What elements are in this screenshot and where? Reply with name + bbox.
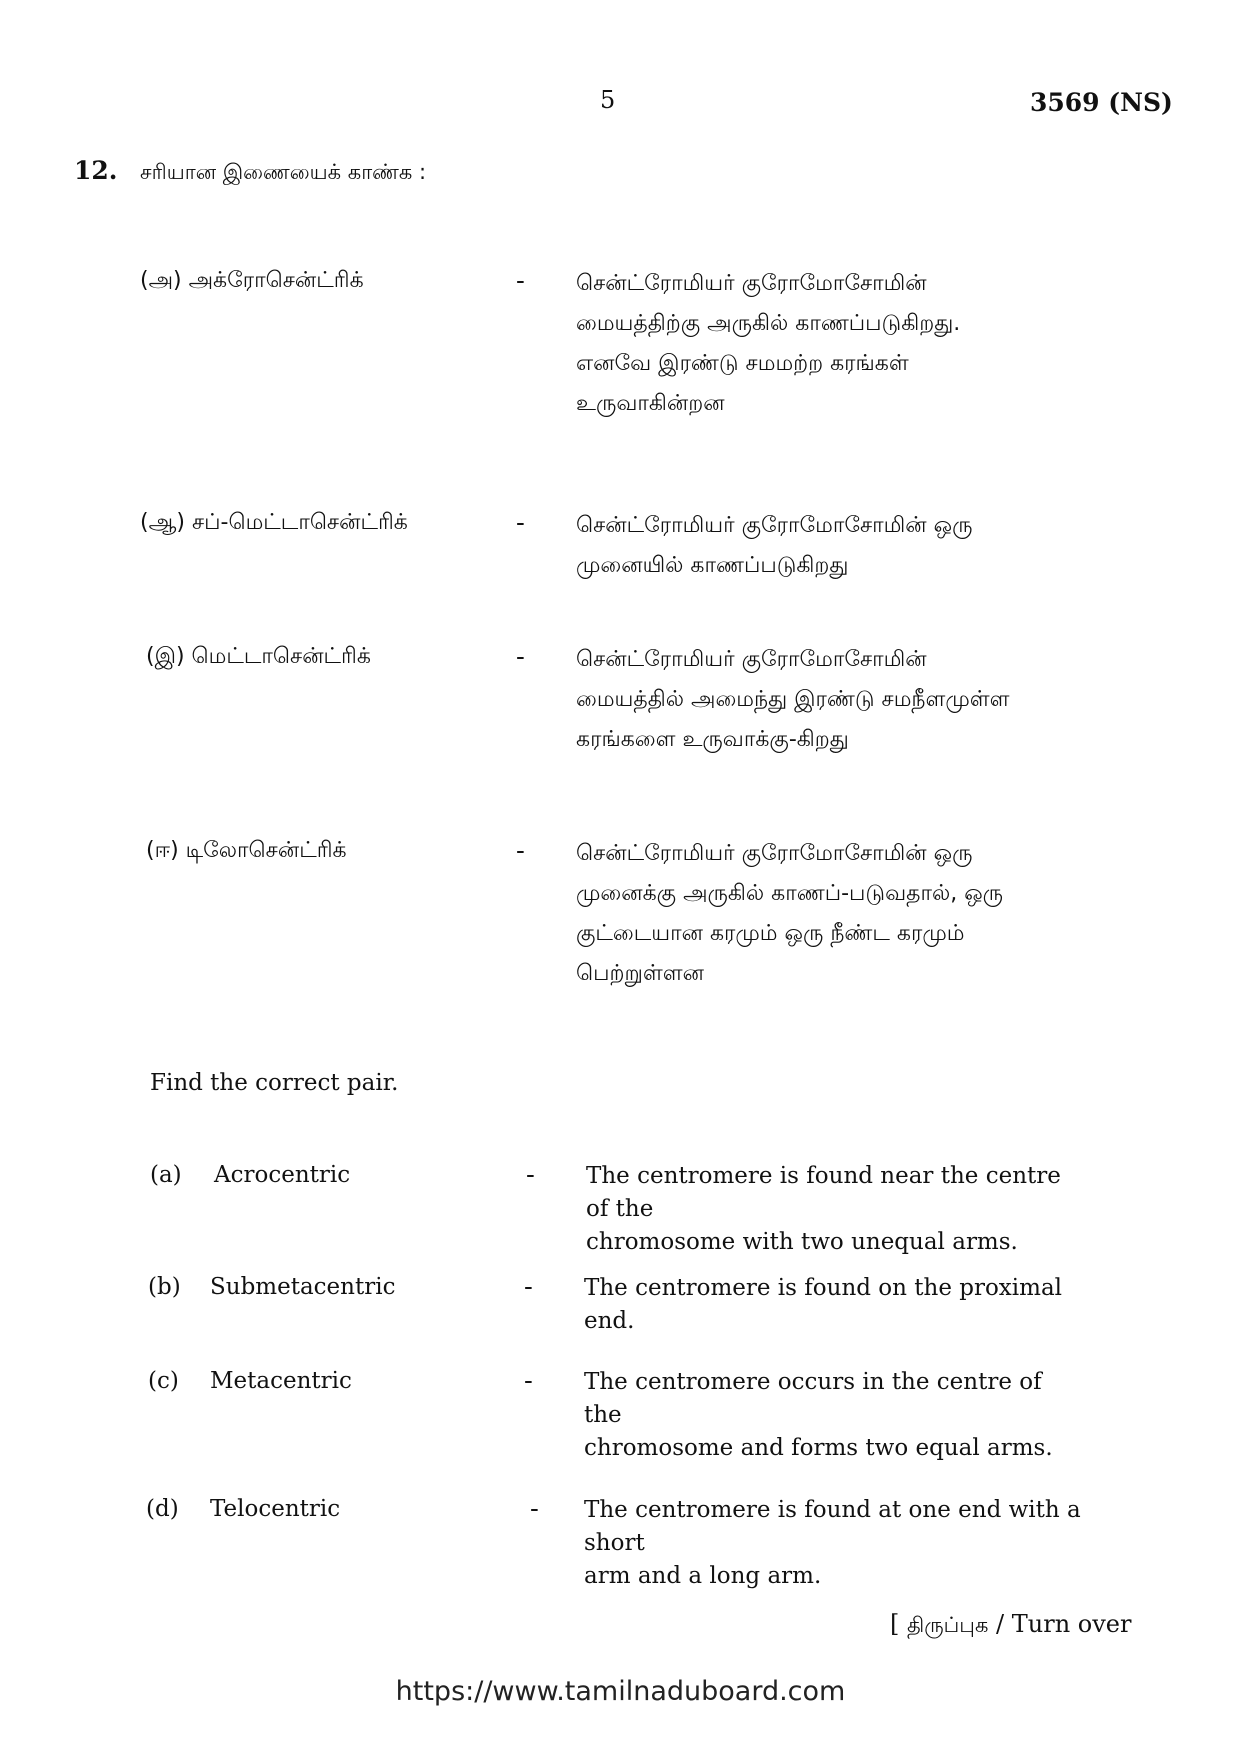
english-item-label-d: Telocentric	[210, 1496, 341, 1522]
english-item-dash-a: -	[526, 1160, 535, 1190]
desc-line: சென்ட்ரோமியர் குரோமோசோமின் ஒரு	[576, 513, 973, 538]
tamil-item-label-d: (ஈ) டிலோசென்ட்ரிக்	[146, 838, 347, 863]
question-title-tamil: சரியான இணையைக் காண்க :	[140, 160, 427, 184]
english-item-desc-a	[586, 1160, 1086, 1259]
tamil-item-dash-d: -	[516, 836, 525, 866]
english-item-desc-d	[584, 1494, 1084, 1593]
tamil-item-dash-a: -	[516, 266, 525, 296]
english-item-dash-c: -	[524, 1366, 533, 1396]
tamil-item-label-a: (அ) அக்ரோசென்ட்ரிக்	[140, 268, 364, 293]
desc-line: மையத்திற்கு அருகில் காணப்படுகிறது.	[576, 311, 961, 336]
page-number: 5	[600, 86, 616, 114]
tamil-item-desc-d	[576, 834, 1076, 994]
tamil-item-label-b: (ஆ) சப்-மெட்டாசென்ட்ரிக்	[140, 510, 408, 535]
turn-over-english: Turn over	[1011, 1610, 1132, 1638]
turn-over-tamil: திருப்புக	[907, 1613, 989, 1637]
english-item-dash-d: -	[530, 1494, 539, 1524]
desc-line: கரங்களை உருவாக்கு-கிறது	[576, 727, 849, 752]
desc-line: முனைக்கு அருகில் காணப்-படுவதால், ஒரு	[576, 881, 1004, 906]
paper-code: 3569 (NS)	[1030, 88, 1173, 117]
question-number: 12.	[74, 156, 118, 185]
desc-line: சென்ட்ரோமியர் குரோமோசோமின்	[576, 271, 927, 296]
turn-over-note	[890, 1610, 1131, 1640]
tamil-item-desc-c	[576, 640, 1076, 760]
desc-line: பெற்றுள்ளன	[576, 961, 704, 986]
desc-line: உருவாகின்றன	[576, 391, 725, 416]
tamil-item-desc-a	[576, 264, 1076, 424]
desc-line: chromosome and forms two equal arms.	[584, 1435, 1053, 1461]
desc-line: The centromere is found near the centre of the	[586, 1163, 1061, 1222]
english-item-key-d: (d)	[146, 1496, 179, 1522]
english-item-label-b: Submetacentric	[210, 1274, 396, 1300]
tamil-item-desc-b	[576, 506, 1076, 586]
desc-line: குட்டையான கரமும் ஒரு நீண்ட கரமும்	[576, 921, 965, 946]
desc-line: The centromere is found on the proximal end.	[584, 1275, 1063, 1334]
desc-line: The centromere occurs in the centre of the	[584, 1369, 1042, 1428]
desc-line: The centromere is found at one end with a short	[584, 1497, 1081, 1556]
tamil-item-dash-c: -	[516, 642, 525, 672]
desc-line: முனையில் காணப்படுகிறது	[576, 553, 849, 578]
tamil-item-dash-b: -	[516, 508, 525, 538]
source-url[interactable]: https://www.tamilnaduboard.com	[395, 1676, 846, 1707]
desc-line: சென்ட்ரோமியர் குரோமோசோமின் ஒரு	[576, 841, 973, 866]
turn-over-bracket: [	[890, 1610, 900, 1638]
english-item-label-c: Metacentric	[210, 1368, 352, 1394]
english-item-desc-c	[584, 1366, 1084, 1465]
english-intro: Find the correct pair.	[150, 1070, 399, 1096]
desc-line: arm and a long arm.	[584, 1563, 822, 1589]
english-item-key-a: (a)	[150, 1162, 182, 1188]
english-item-key-c: (c)	[148, 1368, 179, 1394]
desc-line: சென்ட்ரோமியர் குரோமோசோமின்	[576, 647, 927, 672]
english-item-dash-b: -	[524, 1272, 533, 1302]
desc-line: மையத்தில் அமைந்து இரண்டு சமநீளமுள்ள	[576, 687, 1010, 712]
english-item-key-b: (b)	[148, 1274, 181, 1300]
desc-line: எனவே இரண்டு சமமற்ற கரங்கள்	[576, 351, 909, 376]
tamil-item-label-c: (இ) மெட்டாசென்ட்ரிக்	[146, 644, 371, 669]
english-item-label-a: Acrocentric	[214, 1162, 351, 1188]
english-item-desc-b	[584, 1272, 1084, 1338]
turn-over-separator: /	[996, 1610, 1005, 1638]
desc-line: chromosome with two unequal arms.	[586, 1229, 1018, 1255]
